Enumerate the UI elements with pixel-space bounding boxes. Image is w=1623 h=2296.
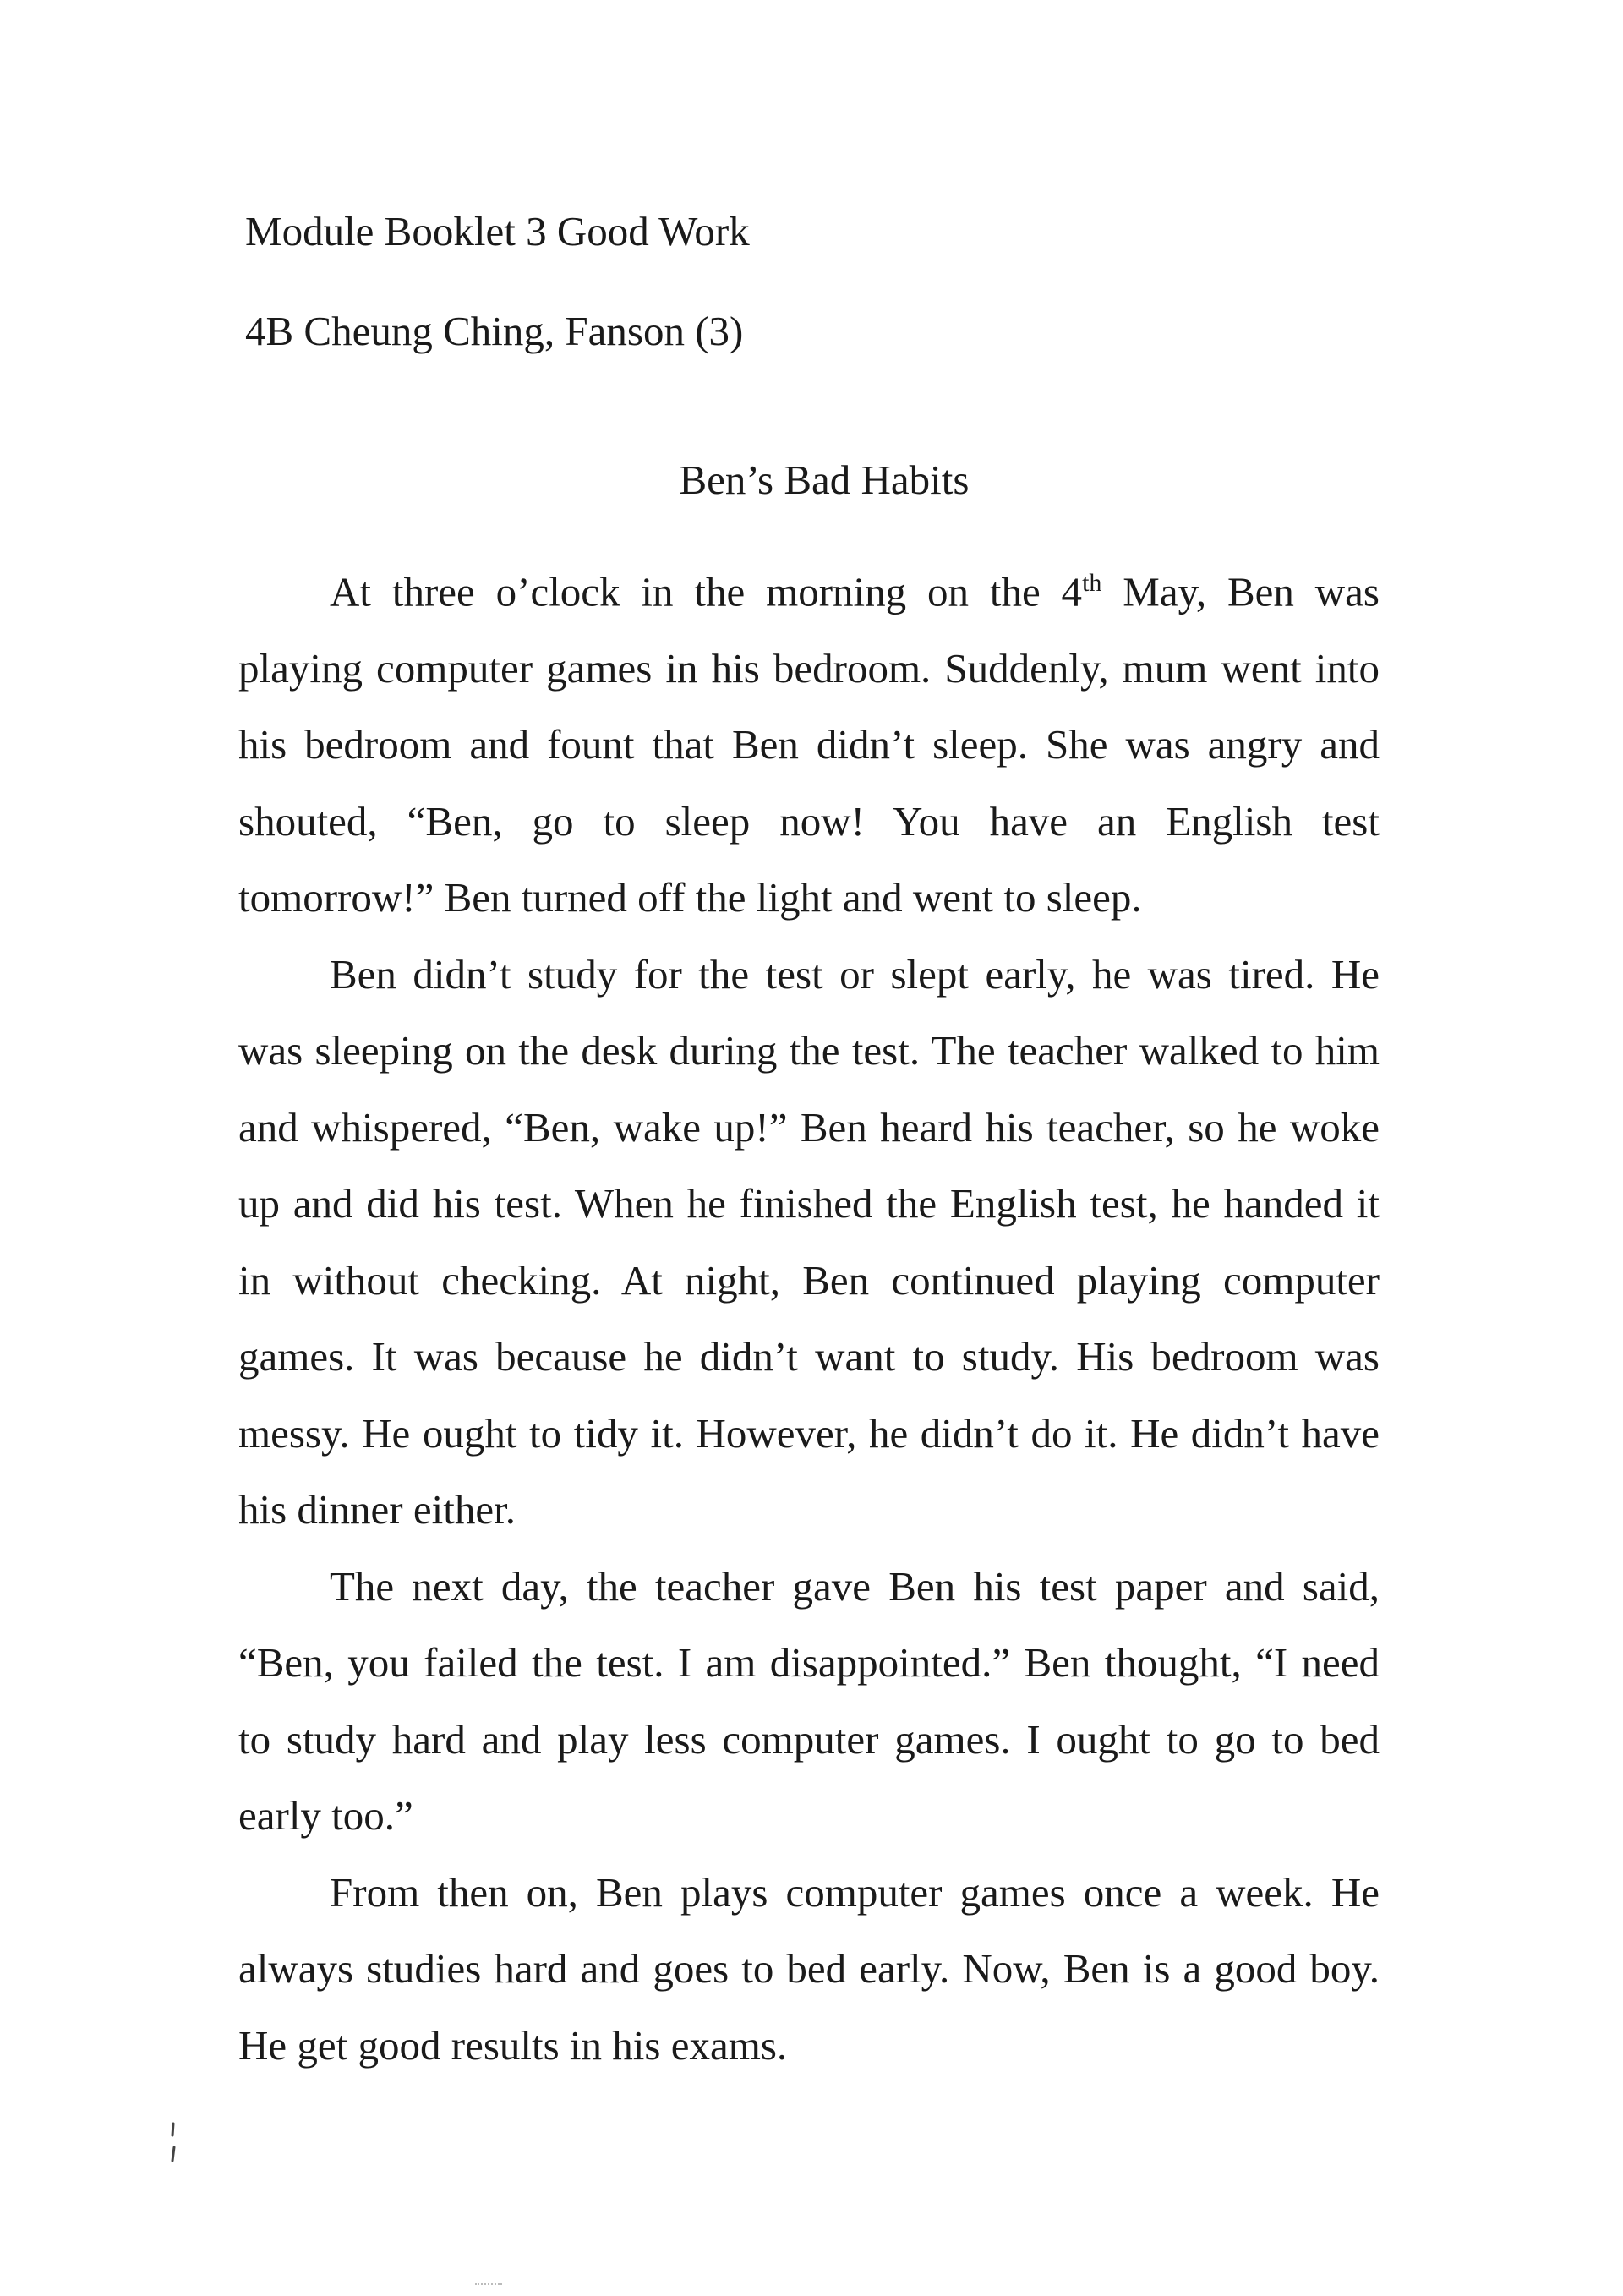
booklet-title: Module Booklet 3 Good Work: [245, 208, 750, 254]
paragraph-4: From then on, Ben plays computer games once a week. He always studies hard and goes to bed early. Now, Ben is a good boy. He get good results in his exams.: [238, 1868, 1380, 2069]
student-info: 4B Cheung Ching, Fanson (3): [245, 308, 744, 354]
paragraph-1: [238, 545, 1380, 937]
ordinal-suffix: th: [1082, 569, 1102, 597]
paragraph-1-start: At three o’clock in the morning on the 4: [330, 568, 1083, 615]
story-title: Ben’s Bad Habits: [679, 456, 970, 503]
story-body: [238, 545, 1380, 2084]
paragraph-3: The next day, the teacher gave Ben his test paper and said, “Ben, you failed the test. I am disappointed.” Ben thought, “I need to study hard and play less computer games. I ought to go to bed early too.”: [238, 1562, 1380, 1840]
margin-ink-marks: [167, 2120, 179, 2175]
paragraph-1-rest: May, Ben was playing computer games in his bedroom. Suddenly, mum went into his bedroom and fount that Ben didn’t sleep. She was angry and shouted, “Ben, go to sleep now! You have an English test tomorrow!” Ben turned off the light and went to sleep.: [238, 568, 1380, 921]
ink-mark-icon: [167, 2120, 179, 2171]
scan-artifact: [475, 2283, 502, 2287]
paragraph-2: Ben didn’t study for the test or slept early, he was tired. He was sleeping on the desk during the test. The teacher walked to him and whispered, “Ben, wake up!” Ben heard his teacher, so he woke up and did his test. When he finished the English test, he handed it in without checking. At night, Ben continued playing computer games. It was because he didn’t want to study. His bedroom was messy. He ought to tidy it. However, he didn’t do it. He didn’t have his dinner either.: [238, 950, 1380, 1533]
